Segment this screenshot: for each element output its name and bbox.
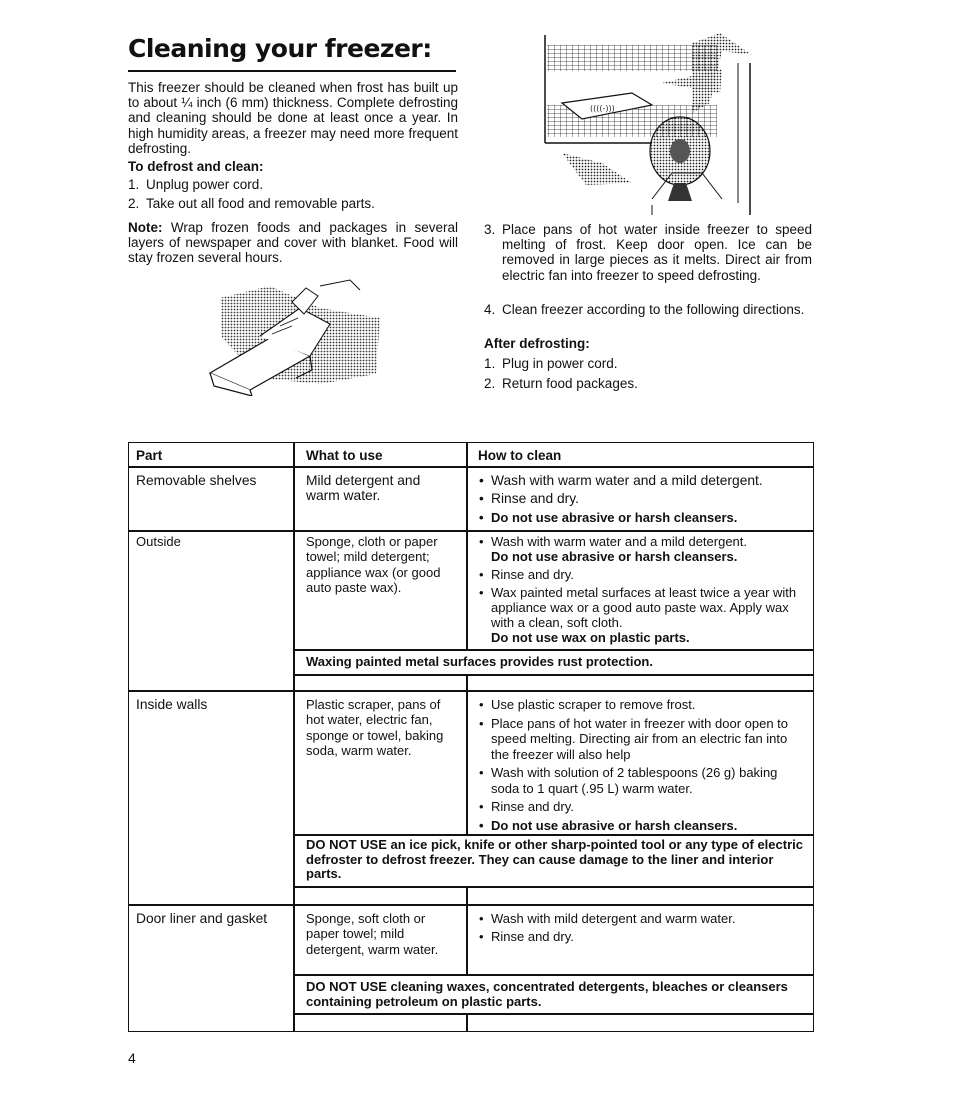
list-item: • Wax painted metal surfaces at least twice a year with appliance wax or a good auto paste wax. Apply wax with a clean, soft cloth. Do not use wax on plastic parts. <box>478 585 808 645</box>
header-what-to-use: What to use <box>306 448 383 463</box>
header-how-to-clean: How to clean <box>478 448 562 463</box>
list-item: • Rinse and dry. <box>478 567 808 582</box>
intro-paragraph: This freezer should be cleaned when frost has built up to about ¼ inch (6 mm) thickness. Complete defrosting and cleaning should be done at least once a year. In high humidity areas, a freezer may need more frequent defrosting. <box>128 80 458 156</box>
row-rule-1 <box>128 530 814 532</box>
defrost-steps <box>128 177 458 211</box>
wrapping-illustration <box>200 278 386 396</box>
col-divider-what-4 <box>466 1014 468 1032</box>
how-door-liner-gasket <box>478 911 804 948</box>
how-inside-walls <box>478 697 804 836</box>
warn-rule-3a <box>293 974 814 976</box>
after-step-2: 2. Return food packages. <box>484 376 638 391</box>
part-inside-walls: Inside walls <box>136 697 208 712</box>
list-item: • Wash with warm water and a mild detergent. Do not use abrasive or harsh cleansers. <box>478 534 808 564</box>
list-item: • Rinse and dry. <box>478 799 804 815</box>
warn-rule-1b <box>293 674 814 676</box>
what-removable-shelves: Mild detergent and warm water. <box>306 473 421 504</box>
page-number: 4 <box>128 1050 136 1066</box>
defrost-heading: To defrost and clean: <box>128 159 264 174</box>
warn-rule-2b <box>293 886 814 888</box>
after-step-1: 1. Plug in power cord. <box>484 356 618 371</box>
warn-rule-1a <box>293 649 814 651</box>
note-paragraph: Note: Wrap frozen foods and packages in several layers of newspaper and cover with blanket. Food will stay frozen several hours. <box>128 220 458 266</box>
list-item: • Use plastic scraper to remove frost. <box>478 697 804 713</box>
step-1: 1. Unplug power cord. <box>128 177 264 192</box>
header-part: Part <box>136 448 163 463</box>
after-defrost-heading: After defrosting: <box>484 336 590 351</box>
row-rule-3 <box>128 904 814 906</box>
freezer-fan-illustration <box>542 33 762 215</box>
list-item: • Wash with mild detergent and warm water. <box>478 911 804 926</box>
col-divider-what-1 <box>466 443 468 649</box>
list-item: • Wash with warm water and a mild detergent. <box>478 473 808 488</box>
warning-inside-walls: DO NOT USE an ice pick, knife or other sharp-pointed tool or any type of electric defroster to defrost freezer. They can cause damage to the liner and interior parts. <box>306 837 803 881</box>
what-outside: Sponge, cloth or paper towel; mild detergent; appliance wax (or good auto paste wax). <box>306 534 441 596</box>
warn-rule-3b <box>293 1013 814 1015</box>
title-underline <box>128 70 456 72</box>
list-item: • Do not use abrasive or harsh cleansers. <box>478 818 804 834</box>
header-rule <box>128 466 814 468</box>
list-item: • Do not use abrasive or harsh cleansers. <box>478 510 808 525</box>
how-outside <box>478 534 808 648</box>
step-3: 3. Place pans of hot water inside freezer to speed melting of frost. Keep door open. Ice can be removed in large pieces as it melts. Direct air from electric fan into freezer to speed defrosting. <box>484 222 812 283</box>
step-4: 4. Clean freezer according to the following directions. <box>484 302 805 317</box>
list-item: • Wash with solution of 2 tablespoons (26 g) baking soda to 1 quart (.95 L) warm water. <box>478 765 804 796</box>
col-divider-what-2 <box>466 675 468 835</box>
list-item: • Rinse and dry. <box>478 929 804 944</box>
step-2: 2. Take out all food and removable parts. <box>128 196 375 212</box>
part-outside: Outside <box>136 534 181 549</box>
list-item: • Place pans of hot water in freezer with door open to speed melting. Directing air from an electric fan into the freezer will also help <box>478 716 804 763</box>
part-door-liner-gasket: Door liner and gasket <box>136 911 268 926</box>
how-removable-shelves <box>478 473 808 528</box>
what-door-liner-gasket: Sponge, soft cloth or paper towel; mild detergent, warm water. <box>306 911 439 957</box>
svg-text:((((-))): ((((-))) <box>590 104 615 113</box>
warning-door-liner: DO NOT USE cleaning waxes, concentrated detergents, bleaches or cleansers containing petroleum on plastic parts. <box>306 979 788 1009</box>
col-divider-what-3 <box>466 887 468 975</box>
row-rule-2 <box>128 690 814 692</box>
part-removable-shelves: Removable shelves <box>136 473 257 488</box>
page-title: Cleaning your freezer: <box>128 34 432 63</box>
what-inside-walls: Plastic scraper, pans of hot water, electric fan, sponge or towel, baking soda, warm water. <box>306 697 444 759</box>
list-item: • Rinse and dry. <box>478 491 808 506</box>
warning-outside: Waxing painted metal surfaces provides rust protection. <box>306 654 653 669</box>
